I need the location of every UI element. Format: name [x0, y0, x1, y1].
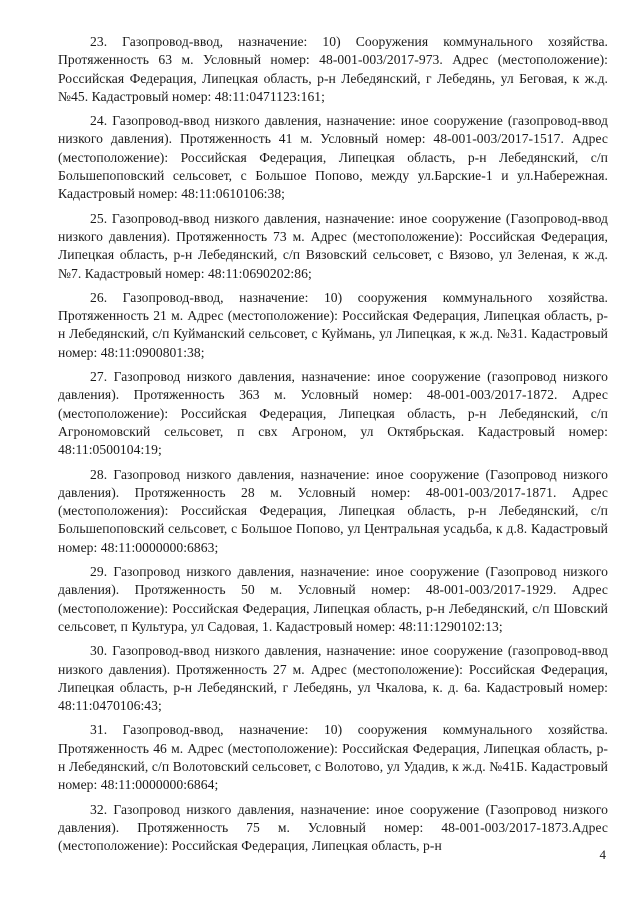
paragraph-item-24: 24. Газопровод-ввод низкого давления, назначение: иное сооружение (газопровод-ввод низкого давления). Протяженность 41 м. Условный номер: 48-001-003/2017-1517. Адрес (местоположение): Российская Федерация, Липецкая область, р-н Лебедянский, с/п Большепоповский сельсовет, с Большое Попово, между ул.Барские-1 и ул.Набережная. Кадастровый номер: 48:11:0610106:38;: [58, 113, 608, 202]
paragraph-item-25: 25. Газопровод-ввод низкого давления, назначение: иное сооружение (Газопровод-ввод низкого давления). Протяженность 73 м. Адрес (местоположение): Российская Федерация, Липецкая область, р-н Лебедянский, с/п Вязовский сельсовет, с Вязово, ул Зеленая, к ж.д. №7. Кадастровый номер: 48:11:0690202:86;: [58, 210, 608, 281]
paragraph-item-28: 28. Газопровод низкого давления, назначение: иное сооружение (Газопровод низкого давления). Протяженность 28 м. Условный номер: 48-001-003/2017-1871. Адрес (местоположения): Российская Федерация, Липецкая область, р-н Лебедянский, с/п Большепоповский сельсовет, с Большое Попово, ул Центральная усадьба, к д.8. Кадастровый номер: 48:11:0000000:6863;: [58, 466, 608, 555]
paragraph-item-26: 26. Газопровод-ввод, назначение: 10) сооружения коммунального хозяйства. Протяженность 21 м. Адрес (местоположение): Российская Федерация, Липецкая область, р-н Лебедянский, с/п Куйманский сельсовет, с Куймань, ул Липецкая, к ж.д. №31. Кадастровый номер: 48:11:0900801:38;: [58, 289, 608, 360]
paragraph-item-30: 30. Газопровод-ввод низкого давления, назначение: иное сооружение (газопровод-ввод низкого давления). Протяженность 27 м. Адрес (местоположение): Российская Федерация, Липецкая область, р-н Лебедянский, г Лебедянь, ул Чкалова, к. д. 6а. Кадастровый номер: 48:11:0470106:43;: [58, 643, 608, 714]
paragraph-item-32: 32. Газопровод низкого давления, назначение: иное сооружение (Газопровод низкого давления). Протяженность 75 м. Условный номер: 48-001-003/2017-1873.Адрес (местоположение): Российская Федерация, Липецкая область, р-н: [58, 801, 608, 854]
paragraph-item-29: 29. Газопровод низкого давления, назначение: иное сооружение (Газопровод низкого давления). Протяженность 50 м. Условный номер: 48-001-003/2017-1929. Адрес (местоположение): Российская Федерация, Липецкая область, р-н Лебедянский, с/п Шовский сельсовет, п Культура, ул Садовая, 1. Кадастровый номер: 48:11:1290102:13;: [58, 564, 608, 634]
paragraph-item-27: 27. Газопровод низкого давления, назначение: иное сооружение (газопровод низкого давления). Протяженность 363 м. Условный номер: 48-001-003/2017-1872. Адрес (местоположение): Российская Федерация, Липецкая область, р-н Лебедянский, с/п Агрономовский сельсовет, п свх Агроном, ул Октябрьская. Кадастровый номер: 48:11:0500104:19;: [58, 369, 608, 458]
page-number: 4: [599, 847, 606, 862]
paragraph-item-23: 23. Газопровод-ввод, назначение: 10) Сооружения коммунального хозяйства. Протяженность 63 м. Условный номер: 48-001-003/2017-973. Адрес (местоположение): Российская Федерация, Липецкая область, р-н Лебедянский, г Лебедянь, ул Беговая, к ж.д. №45. Кадастровый номер: 48:11:0471123:161;: [58, 34, 608, 104]
paragraph-item-31: 31. Газопровод-ввод, назначение: 10) сооружения коммунального хозяйства. Протяженность 46 м. Адрес (местоположение): Российская Федерация, Липецкая область, р-н Лебедянский, с/п Волотовский сельсовет, с Волотово, ул Удадив, к ж.д. №41Б. Кадастровый номер: 48:11:0000000:6864;: [58, 722, 608, 793]
